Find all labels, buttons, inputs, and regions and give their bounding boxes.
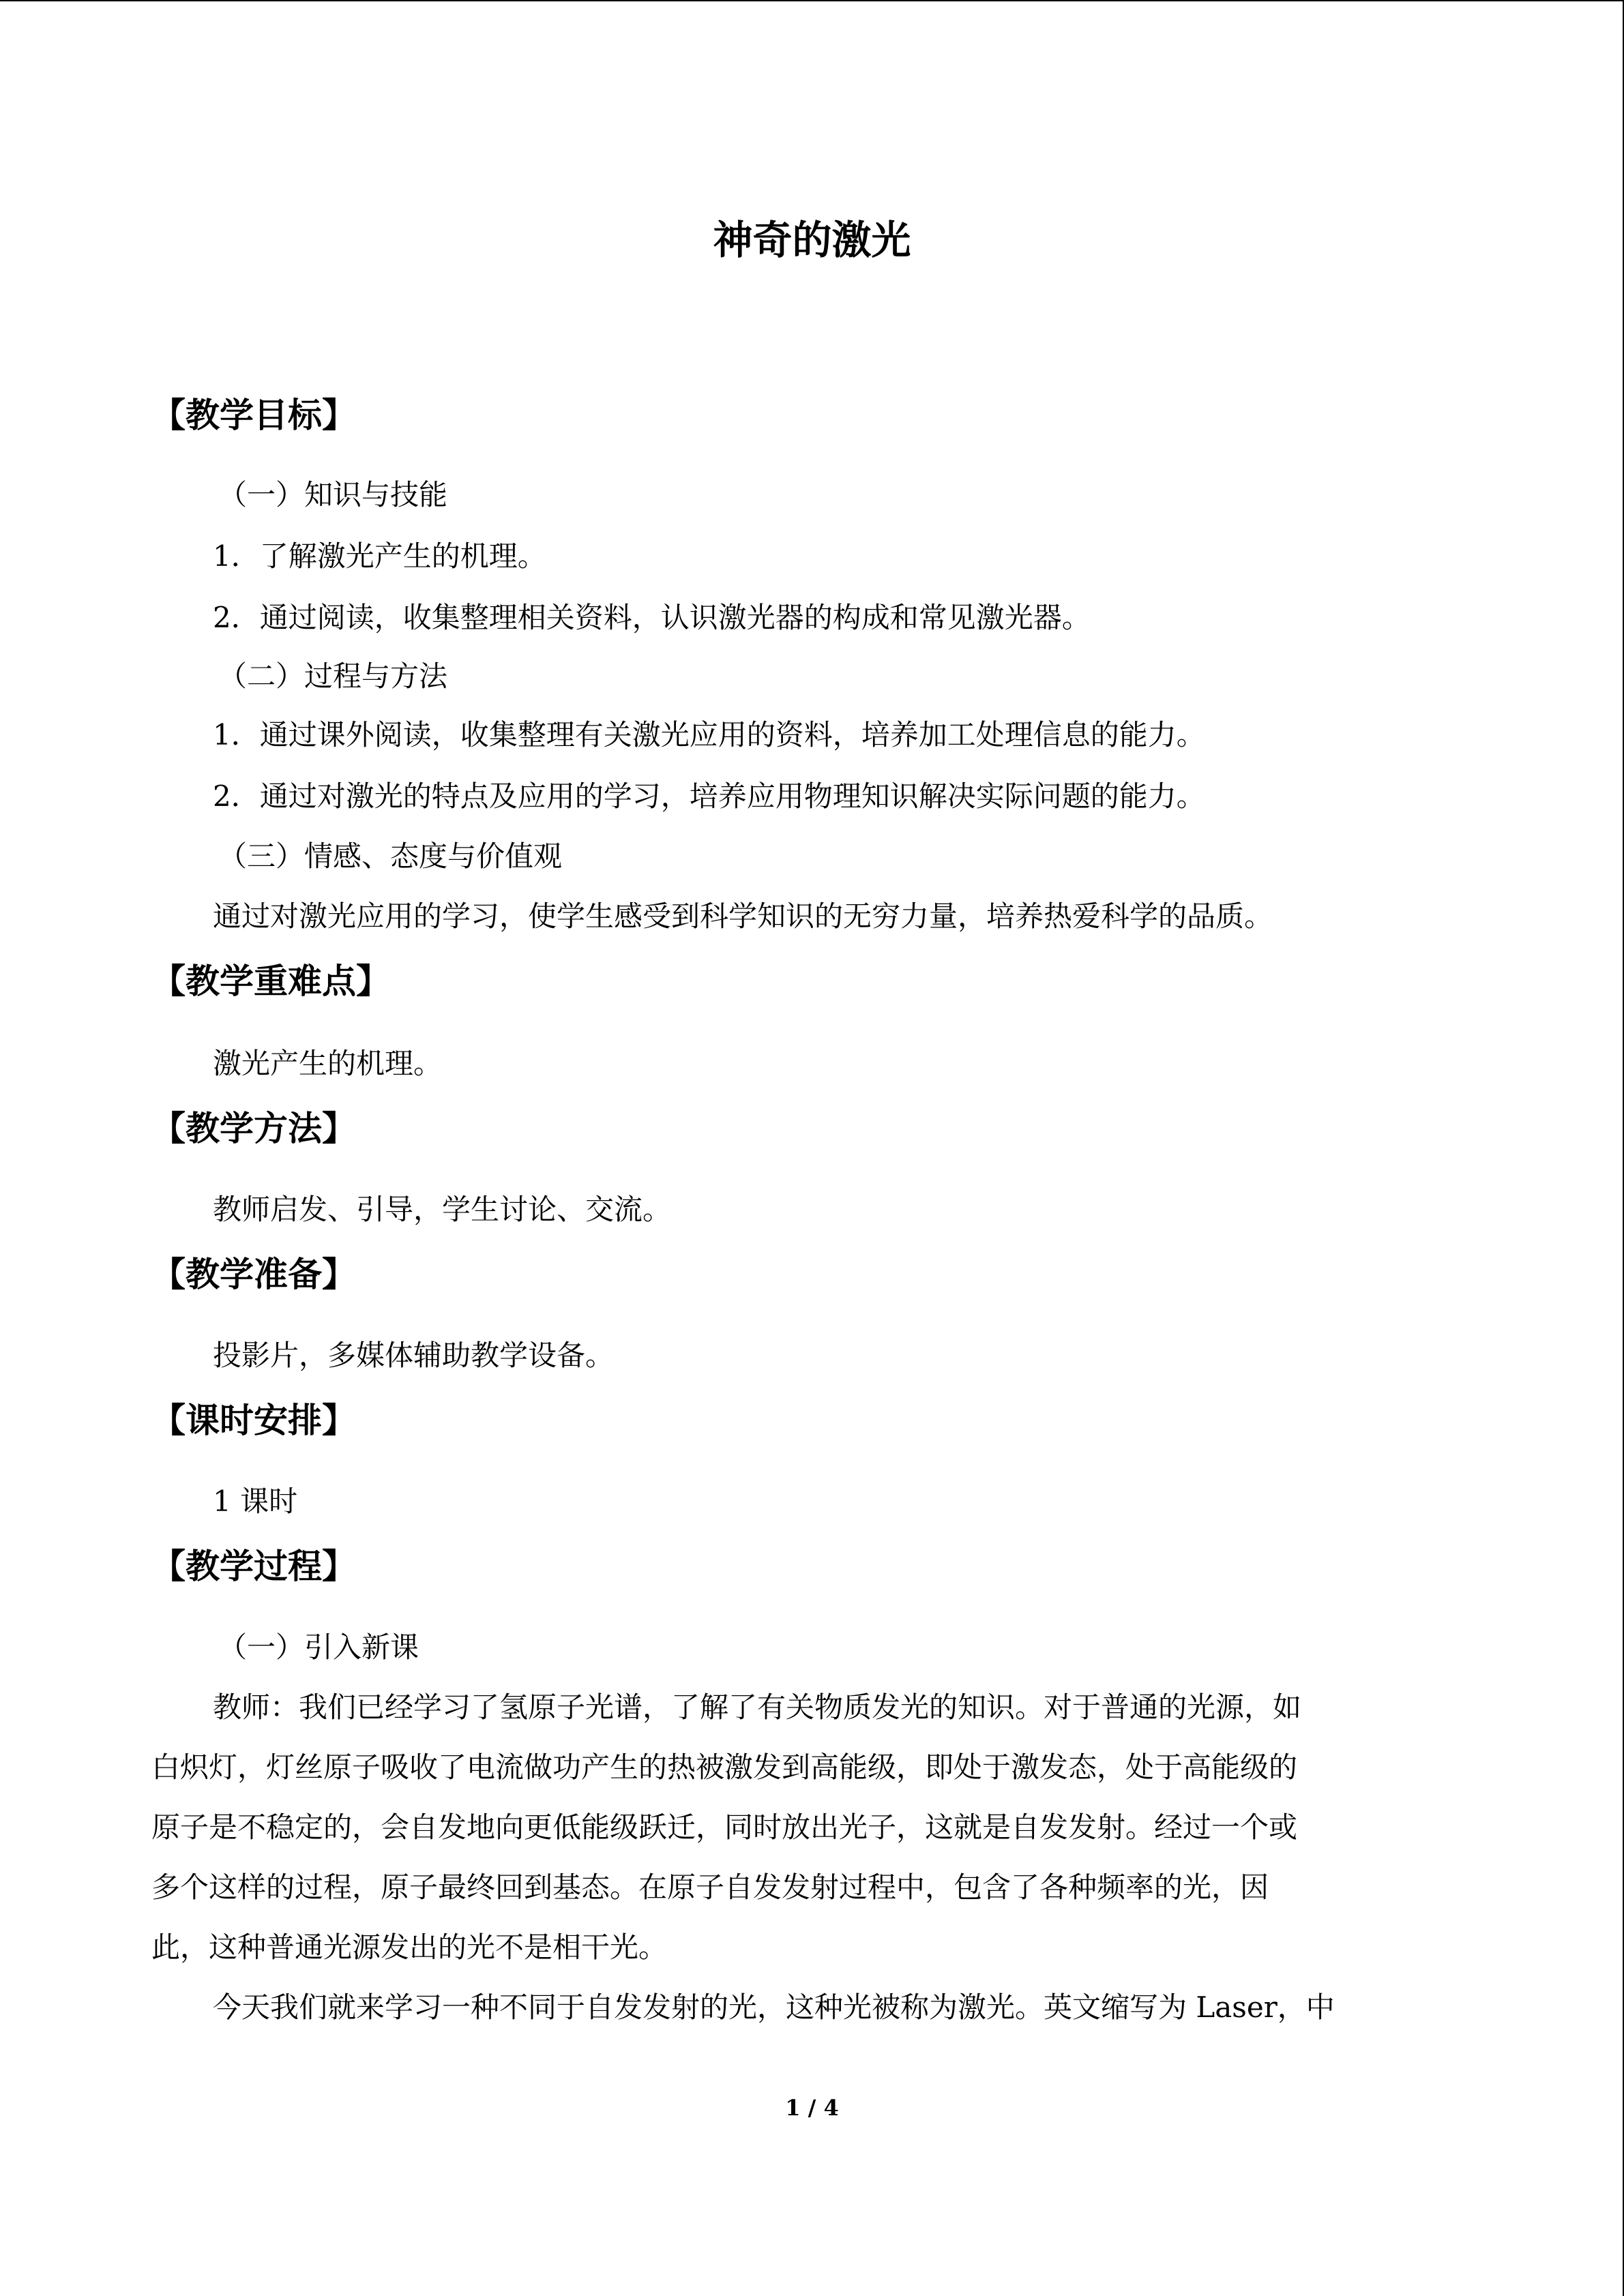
schedule-text: 1 课时 (213, 1485, 298, 1518)
process-subheading-intro: （一）引入新课 (218, 1630, 419, 1664)
process-paragraph-line: 此，这种普通光源发出的光不是相干光。 (151, 1930, 668, 1964)
objectives-subheading-process: （二）过程与方法 (218, 659, 448, 693)
section-heading-schedule: 【课时安排】 (151, 1401, 356, 1440)
methods-text: 教师启发、引导，学生讨论、交流。 (213, 1193, 672, 1226)
document-title: 神奇的激光 (713, 217, 911, 263)
process-paragraph-line: 教师：我们已经学习了氢原子光谱，了解了有关物质发光的知识。对于普通的光源，如 (213, 1690, 1302, 1724)
process-paragraph-line: 白炽灯，灯丝原子吸收了电流做功产生的热被激发到高能级，即处于激发态，处于高能级的 (151, 1750, 1298, 1784)
objectives-item: 2．通过对激光的特点及应用的学习，培养应用物理知识解决实际问题的能力。 (213, 779, 1205, 813)
process-paragraph-line: 多个这样的过程，原子最终回到基态。在原子自发发射过程中，包含了各种频率的光，因 (151, 1870, 1269, 1904)
objectives-subheading-knowledge: （一）知识与技能 (218, 478, 448, 511)
preparation-text: 投影片，多媒体辅助教学设备。 (213, 1339, 615, 1372)
section-heading-process: 【教学过程】 (151, 1547, 356, 1586)
objectives-item: 1．了解激光产生的机理。 (213, 539, 546, 573)
process-paragraph-line: 原子是不稳定的，会自发地向更低能级跃迁，同时放出光子，这就是自发发射。经过一个或 (151, 1810, 1298, 1844)
section-heading-key-points: 【教学重难点】 (151, 961, 390, 1001)
section-heading-preparation: 【教学准备】 (151, 1255, 356, 1294)
section-heading-methods: 【教学方法】 (151, 1109, 356, 1148)
objectives-item: 通过对激光应用的学习，使学生感受到科学知识的无穷力量，培养热爱科学的品质。 (213, 899, 1273, 933)
objectives-item: 1．通过课外阅读，收集整理有关激光应用的资料，培养加工处理信息的能力。 (213, 718, 1205, 751)
process-paragraph-line: 今天我们就来学习一种不同于自发发射的光，这种光被称为激光。英文缩写为 Laser，中 (213, 1991, 1335, 2024)
key-points-text: 激光产生的机理。 (213, 1047, 443, 1080)
objectives-subheading-values: （三）情感、态度与价值观 (218, 839, 563, 873)
page-number: 1 / 4 (785, 2095, 839, 2121)
objectives-item: 2．通过阅读，收集整理相关资料，认识激光器的构成和常见激光器。 (213, 601, 1091, 634)
section-heading-objectives: 【教学目标】 (151, 396, 356, 435)
